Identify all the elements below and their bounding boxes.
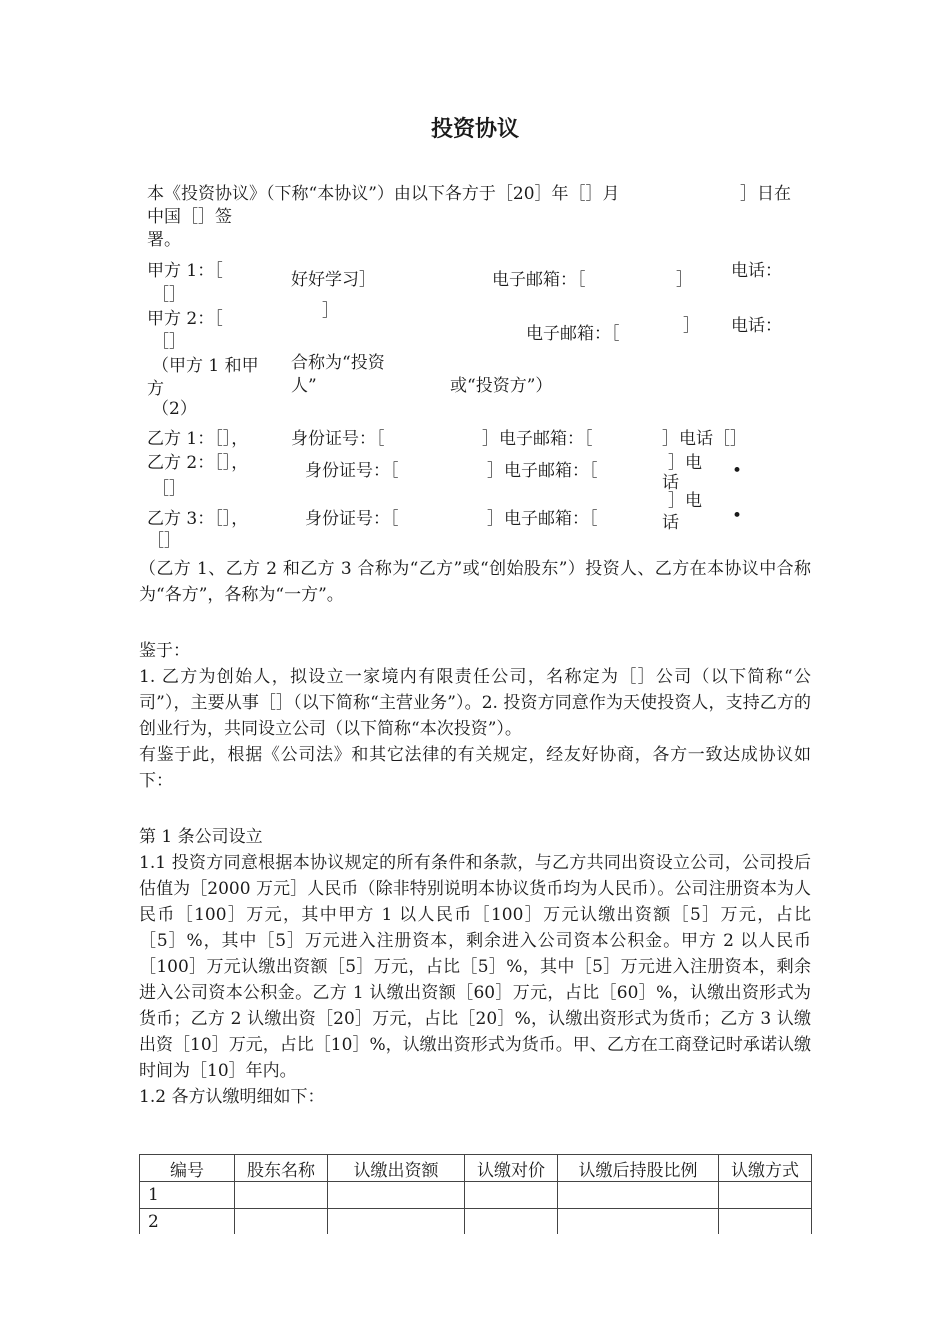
- party-b3-phone-1: ］电: [668, 491, 702, 511]
- table-cell: 1: [140, 1182, 235, 1209]
- party-b2-bracket: ［］: [152, 479, 186, 499]
- page-cutoff: [130, 1234, 830, 1344]
- party-a1-name: 好好学习］: [291, 270, 376, 290]
- party-b3-id: 身份证号：［: [305, 509, 399, 529]
- party-b3-label: 乙方 3：［］，: [147, 509, 249, 529]
- table-cell: [558, 1182, 719, 1209]
- col-header: 认缴后持股比例: [558, 1155, 719, 1182]
- table-cell: [235, 1182, 328, 1209]
- party-a2-email-close: ］: [683, 316, 700, 336]
- party-a-note-mid-1: 合称为“投资: [291, 353, 385, 373]
- col-header: 认缴方式: [719, 1155, 812, 1182]
- col-header: 认缴对价: [465, 1155, 558, 1182]
- party-b1-id: 身份证号：［: [291, 429, 385, 449]
- party-a2-phone: 电话：: [731, 316, 782, 336]
- table-cell: [719, 1182, 812, 1209]
- table-row: [140, 1209, 812, 1236]
- table-header-row: [140, 1155, 812, 1182]
- party-a2-label: 甲方 2：［: [147, 309, 223, 329]
- table-cell: [465, 1182, 558, 1209]
- col-header: 股东名称: [235, 1155, 328, 1182]
- party-a1-email-close: ］: [676, 270, 693, 290]
- party-b2-id: 身份证号：［: [305, 461, 399, 481]
- party-a2-close: ］: [322, 301, 339, 321]
- party-b1-id-close: ］电子邮箱：［: [482, 429, 593, 449]
- party-a-note-mid-2: 人”: [291, 376, 317, 396]
- party-b1-email-close: ］电话［］: [662, 429, 747, 449]
- party-a-note-3: （2）: [152, 399, 197, 419]
- table-cell: 2: [140, 1209, 235, 1236]
- party-b3-dot: •: [732, 506, 743, 526]
- party-a2-bracket: ［］: [152, 332, 186, 352]
- party-a1-email: 电子邮箱：［: [492, 270, 586, 290]
- col-header: 编号: [140, 1155, 235, 1182]
- body-paragraphs-1: [139, 556, 811, 608]
- party-b2-label: 乙方 2：［］，: [147, 453, 249, 473]
- table-cell: [558, 1209, 719, 1236]
- party-b3-id-close: ］电子邮箱：［: [487, 509, 598, 529]
- party-b2-phone-2: 话: [662, 473, 679, 493]
- party-a-note-2: 方: [147, 379, 164, 399]
- table-cell: [235, 1209, 328, 1236]
- party-b1-label: 乙方 1：［］，: [147, 429, 249, 449]
- intro-line-1a: 本《投资协议》（下称“本协议”）由以下各方于［20］年［］月: [147, 184, 620, 204]
- party-a1-phone: 电话：: [731, 261, 782, 281]
- party-b3-bracket: ［］: [147, 531, 181, 551]
- party-b2-phone-1: ］电: [668, 453, 702, 473]
- party-a2-email: 电子邮箱：［: [526, 324, 620, 344]
- table-cell: [328, 1182, 465, 1209]
- body-paragraphs-3: [139, 824, 811, 1110]
- col-header: 认缴出资额: [328, 1155, 465, 1182]
- party-b2-dot: •: [732, 461, 743, 481]
- agreement-basis: 有鉴于此，根据《公司法》和其它法律的有关规定，经友好协商，各方一致达成协议如下：: [139, 745, 811, 791]
- party-b2-id-close: ］电子邮箱：［: [487, 461, 598, 481]
- article-1-1: 1.1 投资方同意根据本协议规定的所有条件和条款，与乙方共同出资设立公司，公司投后估值为［2000 万元］人民币（除非特别说明本协议货币均为人民币）。公司注册资本为人民币［100］万元，其中甲方 1 以人民币［100］万元认缴出资额［5］万元，占比［5］%，其中［5］万元进入注册资本，剩余进入公司资本公积金。甲方 2 以人民币［100］万元认缴出资额［5］万元，占比［5］%，其中［5］万元进入注册资本，剩余进入公司资本公积金。乙方 1 认缴出资额［60］万元，占比［60］%，认缴出资形式为货币；乙方 2 认缴出资［20］万元，占比［20］%，认缴出资形式为货币；乙方 3 认缴出资［10］万元，占比［10］%，认缴出资形式为货币。甲、乙方在工商登记时承诺认缴时间为［10］年内。: [139, 853, 811, 1081]
- table-cell: [328, 1209, 465, 1236]
- table-cell: [719, 1209, 812, 1236]
- article-1-heading: 第 1 条公司设立: [139, 827, 263, 847]
- subscription-table: [139, 1154, 812, 1236]
- document-title: 投资协议: [430, 117, 519, 142]
- whereas-heading: 鉴于：: [139, 641, 190, 661]
- intro-line-1b: ］日在: [740, 184, 791, 204]
- party-b3-phone-2: 话: [662, 513, 679, 533]
- party-a-note-1: （甲方 1 和甲: [152, 356, 259, 376]
- party-a1-label: 甲方 1：［: [147, 261, 223, 281]
- party-a1-bracket: ［］: [152, 285, 186, 305]
- whereas-clause: 1. 乙方为创始人，拟设立一家境内有限责任公司，名称定为［］公司（以下简称“公司”），主要从事［］（以下简称“主营业务”）。2. 投资方同意作为天使投资人，支持乙方的创业行为，共同设立公司（以下简称“本次投资”）。: [139, 667, 811, 739]
- intro-line-2: 中国［］签: [147, 207, 232, 227]
- article-1-2: 1.2 各方认缴明细如下：: [139, 1087, 325, 1107]
- intro-line-3: 署。: [147, 230, 181, 250]
- table-row: [140, 1182, 812, 1209]
- body-paragraphs-2: [139, 638, 811, 794]
- parties-summary: （乙方 1、乙方 2 和乙方 3 合称为“乙方”或“创始股东”）投资人、乙方在本协议中合称为“各方”，各称为“一方”。: [139, 559, 811, 605]
- party-a-note-right: 或“投资方”）: [450, 376, 553, 396]
- table-cell: [465, 1209, 558, 1236]
